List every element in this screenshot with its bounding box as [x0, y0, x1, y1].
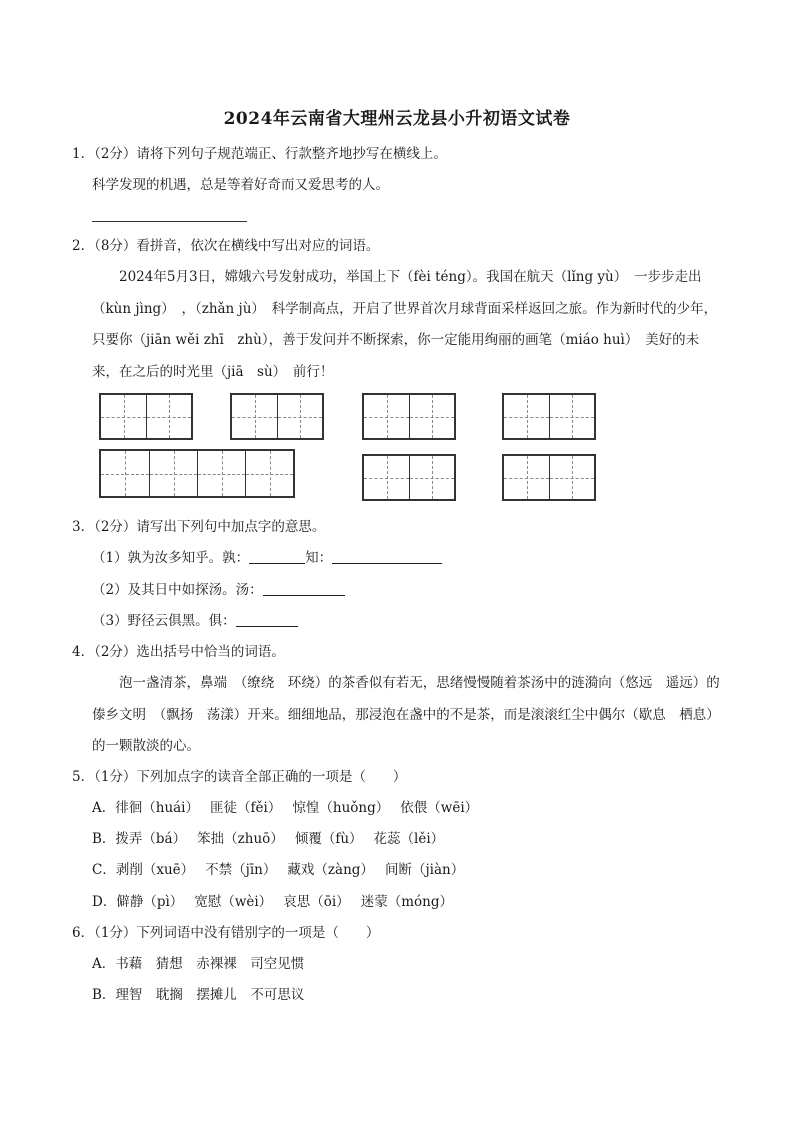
q1-answer-line[interactable] [92, 221, 247, 222]
q3-item1-text-b: 知： [305, 550, 333, 566]
grid-cell[interactable] [101, 395, 146, 438]
grid-cell[interactable] [409, 395, 454, 438]
q3-item-3 [92, 613, 298, 629]
grid-cell[interactable] [409, 456, 454, 499]
q6-option-b[interactable]: B．理智 耽搁 摆摊儿 不可思议 [92, 987, 305, 1003]
q5-stem: 5．（1分）下列加点字的读音全部正确的一项是（ ） [72, 769, 407, 785]
q3-item-2 [92, 582, 345, 598]
q6-stem: 6．（1分）下列词语中没有错别字的一项是（ ） [72, 925, 380, 941]
q3-stem: 3．（2分）请写出下列句中加点字的意思。 [72, 519, 326, 535]
q2-passage [92, 262, 722, 388]
writing-grid-3[interactable] [362, 393, 456, 440]
q5-option-c[interactable]: C．剥削（xuē） 不禁（jīn） 藏戏（zàng） 间断（jiàn） [92, 862, 465, 878]
grid-cell[interactable] [149, 451, 197, 496]
grid-cell[interactable] [101, 451, 149, 496]
q3-blank-3[interactable] [263, 582, 345, 596]
q1-sentence: 科学发现的机遇，总是等着好奇而又爱思考的人。 [92, 177, 389, 193]
grid-cell[interactable] [232, 395, 277, 438]
q5-option-a[interactable]: A．徘徊（huái） 匪徒（fěi） 惊惶（huǒng） 依偎（wēi） [92, 800, 479, 816]
exam-title: 2024年云南省大理州云龙县小升初语文试卷 [223, 109, 571, 129]
q4-passage-text: 泡一盏清茶，鼻端 （缭绕 环绕）的茶香似有若无，思绪慢慢随着茶汤中的涟漪向（悠远 遥远）的傣乡文明 （飘扬 荡漾）开来。细细地品，那浸泡在盏中的不是茶，而是滚滚红尘中偶尔（歇息 栖息）的一颗散淡的心。 [92, 675, 720, 754]
q3-item2-text: （2）及其日中如探汤。汤： [92, 582, 263, 598]
grid-cell[interactable] [245, 451, 293, 496]
q3-item-1 [92, 550, 442, 566]
grid-cell[interactable] [549, 456, 594, 499]
q1-stem: 1．（2分）请将下列句子规范端正、行款整齐地抄写在横线上。 [72, 146, 447, 162]
q3-blank-2[interactable] [332, 550, 442, 564]
q2-stem: 2．（8分）看拼音，依次在横线中写出对应的词语。 [72, 238, 380, 254]
q3-item3-text: （3）野径云俱黑。俱： [92, 613, 236, 629]
grid-cell[interactable] [146, 395, 191, 438]
writing-grid-4[interactable] [502, 393, 596, 440]
writing-grid-6[interactable] [362, 454, 456, 501]
q4-passage [92, 668, 722, 763]
writing-grid-7[interactable] [502, 454, 596, 501]
writing-grid-5[interactable] [99, 449, 295, 498]
grid-cell[interactable] [364, 395, 409, 438]
writing-grid-1[interactable] [99, 393, 193, 440]
grid-cell[interactable] [364, 456, 409, 499]
q6-option-a[interactable]: A．书藉 猜想 赤裸裸 司空见惯 [92, 956, 305, 972]
grid-cell[interactable] [504, 456, 549, 499]
q3-blank-4[interactable] [236, 613, 298, 627]
grid-cell[interactable] [277, 395, 322, 438]
writing-grid-2[interactable] [230, 393, 324, 440]
q3-item1-text: （1）孰为汝多知乎。孰： [92, 550, 250, 566]
q3-blank-1[interactable] [249, 550, 305, 564]
q5-option-d[interactable]: D．僻静（pì） 宽慰（wèi） 哀思（ōi） 迷蒙（móng） [92, 894, 453, 910]
grid-cell[interactable] [504, 395, 549, 438]
grid-cell[interactable] [197, 451, 245, 496]
grid-cell[interactable] [549, 395, 594, 438]
q4-stem: 4．（2分）选出括号中恰当的词语。 [72, 644, 285, 660]
q2-passage-text: 2024年5月3日，嫦娥六号发射成功，举国上下（fèi téng）。我国在航天（lǐng yù） 一步步走出（kùn jìng） ，（zhǎn jù） 科学制高点，开启了世界首次月球背面采样返回之旅。作为新时代的少年，只要你（jiān wěi zhī zhù），善于发问并不断探索，你一定能用绚丽的画笔（miáo huì） 美好的未来，在之后的时光里（jiā sù） 前行！ [92, 269, 718, 380]
q5-option-b[interactable]: B．拨弄（bá） 笨拙（zhuō） 倾覆（fù） 花蕊（lěi） [92, 831, 445, 847]
